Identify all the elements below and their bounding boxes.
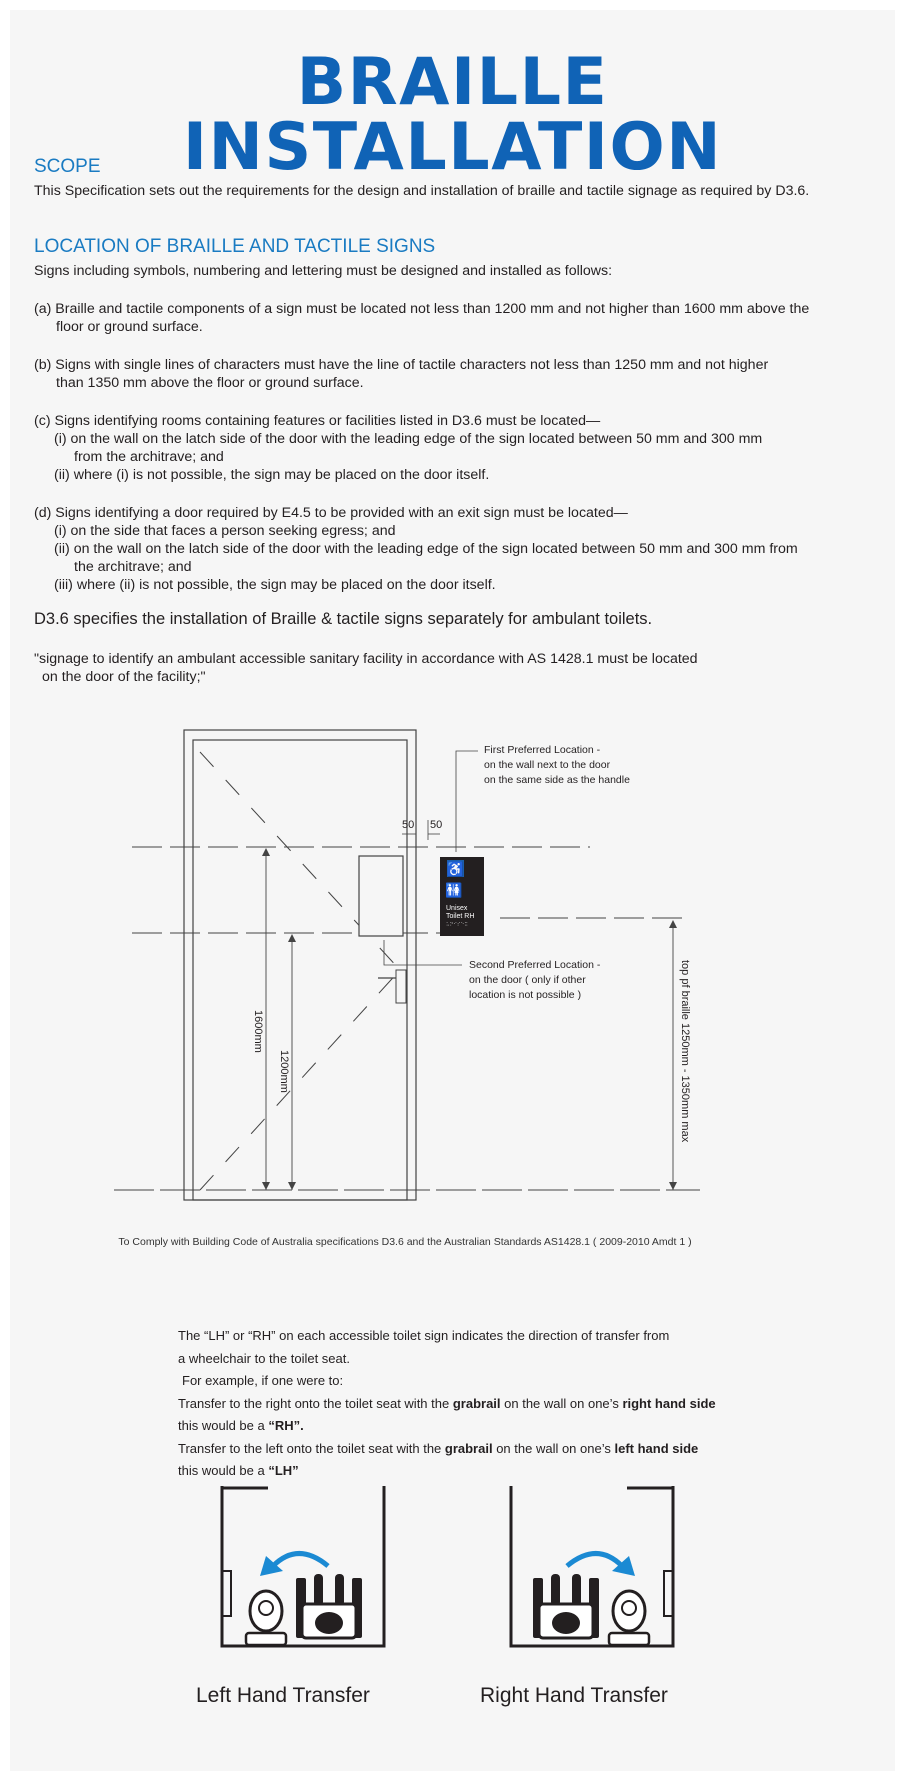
scope-text: This Specification sets out the requirements for the design and installation of braille and tactile signage as required by D3.6. [34, 183, 810, 199]
explain-line-7: this would be a “LH” [178, 1463, 299, 1478]
installation-diagram [10, 10, 895, 1250]
explain-line-5: this would be a “RH”. [178, 1418, 304, 1433]
second-location-leader [384, 940, 462, 965]
sign-text-1: Unisex [446, 905, 468, 912]
door-leaf [193, 740, 407, 1200]
scope-heading: SCOPE [34, 156, 101, 177]
door-swing-line-lower [200, 970, 400, 1190]
person-head [552, 1612, 580, 1634]
clause-b-line2: than 1350 mm above the floor or ground surface. [56, 375, 364, 391]
transfer-arrow [273, 1554, 328, 1567]
quote-line1: "signage to identify an ambulant accessible sanitary facility in accordance with AS 1428.1 must be located [34, 651, 698, 667]
toilet-seat [613, 1591, 645, 1631]
clause-d-line1: (d) Signs identifying a door required by E4.5 to be provided with an exit sign must be located— [34, 505, 628, 521]
toilet-cistern [609, 1633, 649, 1645]
dim-50-a-label: 50 [402, 819, 415, 831]
clause-d-line3: (ii) on the wall on the latch side of the door with the leading edge of the sign located between 50 mm and 300 mm from [54, 541, 798, 557]
person-head [315, 1612, 343, 1634]
clause-d-line4: the architrave; and [74, 559, 192, 575]
second-location-line2: on the door ( only if other [469, 974, 586, 986]
location-intro: Signs including symbols, numbering and lettering must be designed and installed as follows: [34, 263, 613, 279]
clause-d-line5: (iii) where (ii) is not possible, the sign may be placed on the door itself. [54, 577, 496, 593]
dim-top-arrow-top [669, 920, 677, 928]
toilet-seat [250, 1591, 282, 1631]
wheelchair-footrest-l [551, 1574, 560, 1606]
lh-rh-explanation [178, 1325, 716, 1483]
right-hand-transfer-figure [507, 1486, 677, 1666]
dim-top-arrow-bottom [669, 1182, 677, 1190]
compliance-caption: To Comply with Building Code of Australia specifications D3.6 and the Australian Standards AS1428.1 ( 2009-2010 Amdt 1 ) [118, 1236, 692, 1248]
clause-d-line2: (i) on the side that faces a person seeking egress; and [54, 523, 396, 539]
explain-line-2: a wheelchair to the toilet seat. [178, 1350, 350, 1366]
transfer-arrow [567, 1554, 622, 1567]
left-hand-transfer-figure [218, 1486, 388, 1666]
left-hand-transfer-label: Left Hand Transfer [196, 1684, 370, 1707]
dim-1600-arrow-top [262, 848, 270, 856]
dim-1600-label: 1600mm [252, 1010, 264, 1053]
d36-note: D3.6 specifies the installation of Braille & tactile signs separately for ambulant toilets. [34, 610, 653, 628]
clause-a-line2: floor or ground surface. [56, 319, 203, 335]
first-location-leader [456, 751, 478, 852]
explain-line-6: Transfer to the left onto the toilet seat with the grabrail on the wall on one’s left hand side [178, 1440, 699, 1456]
page [10, 10, 895, 1771]
clause-c-line2: (i) on the wall on the latch side of the door with the leading edge of the sign located between 50 mm and 300 mm [54, 431, 763, 447]
accessible-icon: ♿ [446, 861, 465, 877]
clause-c-line3: from the architrave; and [74, 449, 224, 465]
wheelchair-footrest-r [572, 1574, 581, 1606]
dim-1200-arrow-top [288, 934, 296, 942]
location-heading: LOCATION OF BRAILLE AND TACTILE SIGNS [34, 236, 436, 257]
dim-50-b-label: 50 [430, 819, 443, 831]
handle-plate [396, 970, 406, 1003]
page-title: BRAILLE INSTALLATION [182, 45, 723, 185]
dim-1600-arrow-bottom [262, 1182, 270, 1190]
sign-text-2: Toilet RH [446, 913, 475, 920]
first-location-line2: on the wall next to the door [484, 759, 611, 771]
wheelchair-footrest-r [335, 1574, 344, 1606]
dim-1200-arrow-bottom [288, 1182, 296, 1190]
dim-1200-label: 1200mm [278, 1050, 290, 1093]
sign-braille: ⠥⠝⠊⠎⠑⠭ [446, 922, 468, 928]
first-location-line1: First Preferred Location - [484, 744, 601, 756]
explain-line-1: The “LH” or “RH” on each accessible toilet sign indicates the direction of transfer from [178, 1328, 670, 1343]
first-location-line3: on the same side as the handle [484, 774, 630, 786]
quote-line2: on the door of the facility;" [42, 669, 206, 685]
explain-line-4: Transfer to the right onto the toilet seat with the grabrail on the wall on one’s right hand side [178, 1395, 716, 1411]
right-hand-transfer-label: Right Hand Transfer [480, 1684, 668, 1707]
door-sign [359, 856, 403, 936]
second-location-line1: Second Preferred Location - [469, 959, 601, 971]
toilet-cistern [246, 1633, 286, 1645]
restroom-icon: 🚻 [445, 882, 463, 898]
second-location-line3: location is not possible ) [469, 989, 582, 1001]
dim-top-label: top pf braille 1250mm - 1350mm max [679, 960, 691, 1143]
clause-c-line4: (ii) where (i) is not possible, the sign may be placed on the door itself. [54, 467, 490, 483]
explain-line-3: For example, if one were to: [182, 1373, 344, 1388]
door-frame [184, 730, 416, 1200]
clause-b-line1: (b) Signs with single lines of characters must have the line of tactile characters not less than 1250 mm and not higher [34, 357, 769, 373]
clause-a-line1: (a) Braille and tactile components of a sign must be located not less than 1200 mm and not higher than 1600 mm above the [34, 301, 810, 317]
wheelchair-footrest-l [314, 1574, 323, 1606]
clause-c-line1: (c) Signs identifying rooms containing features or facilities listed in D3.6 must be located— [34, 413, 601, 429]
